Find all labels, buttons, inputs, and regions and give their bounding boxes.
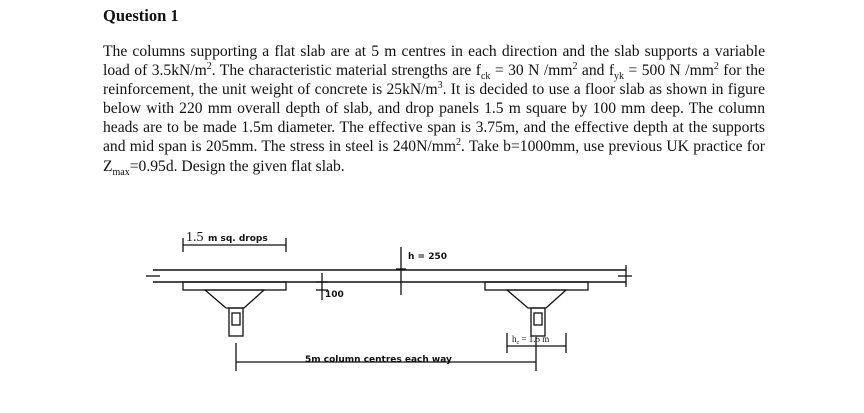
para-sup-2: 2 (572, 60, 578, 72)
column-left-inner (232, 313, 240, 325)
question-heading: Question 1 (103, 6, 179, 25)
question-paragraph (103, 42, 765, 176)
para-sub-max: max (112, 166, 130, 178)
para-sup-5: 2 (455, 137, 461, 149)
drops-label: m sq. drops (208, 234, 268, 244)
drop-panel-right (485, 282, 588, 290)
spacing-label: 5m column centres each way (305, 355, 452, 365)
para-text-6: for the reinforcement, the unit weight of concrete is 25kN/m (103, 62, 765, 99)
para-sub-yk: yk (614, 71, 625, 83)
column-right-inner (534, 313, 542, 325)
head-diameter-sub: c (516, 340, 520, 346)
para-sub-ck: ck (480, 71, 491, 83)
para-text-1: The columns supporting a flat slab are at 5 m centres in each direction and the slab supports a variable load of 3.5kN/m (103, 43, 765, 80)
head-diameter-value: = 1.5 m (519, 334, 550, 344)
para-sup-4: 3 (437, 80, 443, 91)
para-sup-1: 2 (206, 60, 212, 72)
flat-slab-figure (0, 225, 864, 413)
head-diameter-h: h (512, 334, 517, 344)
para-text-3: = 30 N /mm (490, 62, 573, 80)
column-right (531, 308, 545, 336)
drops-number: 1.5 (186, 230, 204, 245)
drop-depth-label: 100 (325, 290, 344, 300)
para-sup-3: 2 (713, 60, 719, 72)
column-left (229, 308, 243, 336)
drop-panel-left (183, 282, 286, 290)
para-text-7: . It is decided to use a floor slab as shown in figure below with 220 mm overall depth of slab, and drop panels 1.5 m square by 100 mm deep. The column heads are to be made 1.5m diameter. The effective span is 3.75m, and the effective depth at the supports and mid span is 205mm. The stress in steel is 240N/mm (103, 81, 765, 156)
head-diameter-label (512, 334, 549, 346)
para-text-2: . The characteristic material strengths are f (211, 62, 481, 80)
column-head-right (507, 290, 566, 308)
para-text-4: and f (577, 62, 615, 80)
para-text-5: = 500 N /mm (624, 62, 714, 80)
para-text-9: =0.95d. Design the given flat slab. (129, 157, 345, 175)
para-text-8: . Take b=1000mm, use previous UK practice for Z (103, 138, 765, 175)
slab-depth-label: h = 250 (408, 252, 448, 262)
column-head-left (205, 290, 264, 308)
